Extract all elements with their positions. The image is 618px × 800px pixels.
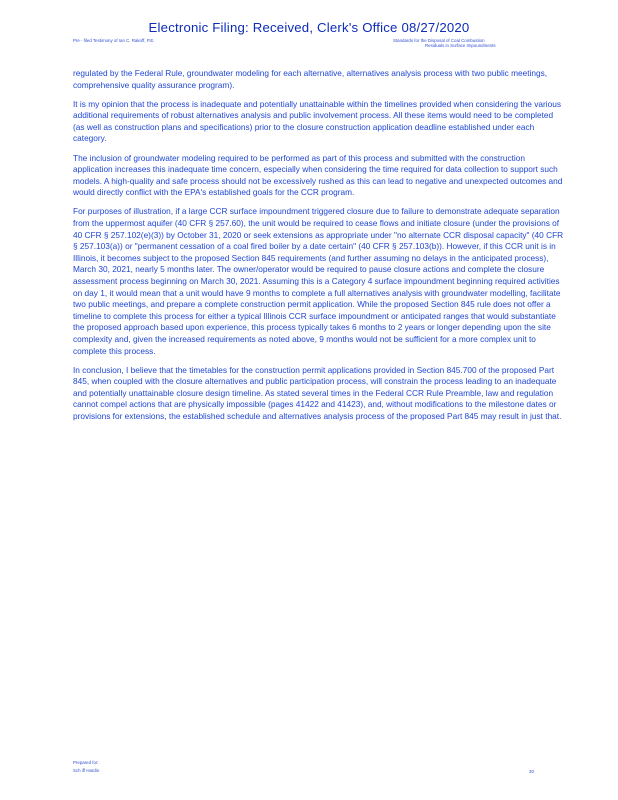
rule-title-line-2: Residuals in Surface Impoundments [425,43,496,48]
paragraph: It is my opinion that the process is inadequate and potentially unattainable within the timelines provided when considering the various additional requirements of robust alternatives analysis and public involvement process. All these items would need to be completed (as well as construction plans and specifications) prior to the closure construction application deadline established under each category. [73,98,561,144]
document-body [73,68,565,430]
page-number: 30 [529,769,534,774]
rule-title-line-1: Standards for the Disposal of Coal Combustion [393,38,485,43]
prepared-label: Prepared for: [73,760,99,765]
paragraph: In conclusion, I believe that the timetables for the construction permit applications provided in Section 845.700 of the proposed Part 845, when coupled with the closure alternatives and public participation process, will constrain the process leading to an inadequate and potentially unattainable closure design timeline. As stated several times in the Federal CCR Rule Preamble, law and regulation cannot compel actions that are physically impossible (pages 41422 and 41423), and, without modifications to the milestone dates or provisions for extensions, the established schedule and alternatives analysis process of the proposed Part 845 may result in just that. [73,364,562,422]
client-name: Sch iff Hardin [73,768,100,773]
paragraph: The inclusion of groundwater modeling required to be performed as part of this process and submitted with the construction application increases this inadequate time concern, especially when considering the time required for data collection to support such models. A high-quality and safe process should not be excessively rushed as this can lead to negative and unexpected outcomes and would directly conflict with the EPA's established goals for the CCR program. [73,152,563,198]
filing-stamp: Electronic Filing: Received, Clerk's Office 08/27/2020 [148,20,470,35]
footer-prepared-for [73,760,99,773]
paragraph: regulated by the Federal Rule, groundwater modeling for each alternative, alternatives analysis process with two public meetings, comprehensive quality assurance program). [73,68,548,90]
paragraph: For purposes of illustration, if a large CCR surface impoundment triggered closure due to failure to demonstrate adequate separation from the uppermost aquifer (40 CFR § 257.60), the unit would be required to cease flows and initiate closure (under the provisions of 40 CFR § 257.102(e)(3)) by October 31, 2020 or seek extensions as appropriate under "no alternate CCR disposal capacity" (40 CFR § 257.103(a)) or "permanent cessation of a coal fired boiler by a date certain" (40 CFR § 257.103(b)). However, if this CCR unit is in Illinois, it becomes subject to the proposed Section 845 requirements (and further assuming no delays in the anticipated process), March 30, 2021, nearly 5 months later. The owner/operator would be required to pause closure actions and complete the closure assessment process beginning on March 30, 2021. Assuming this is a Category 4 surface impoundment beginning required activities on day 1, it would mean that a unit would have 9 months to complete a full alternatives analysis with groundwater modelling, facilitate two public meetings, and prepare a complete construction permit application. While the proposed Section 845 rule does not offer a timeline to complete this process for either a typical Illinois CCR surface impoundment or anticipated ranges that would substantiate the proposed approach based upon experience, this process typically takes 6 months to 2 years or longer depending upon the site complexity and, given the increased requirements as noted above, 9 months would not be sufficient for a more complex unit to complete this process. [73,206,564,356]
rule-title-note [393,38,533,48]
testimony-note: Pre - filed Testimony of Ian C. Rakoff, P.E. [73,38,155,43]
